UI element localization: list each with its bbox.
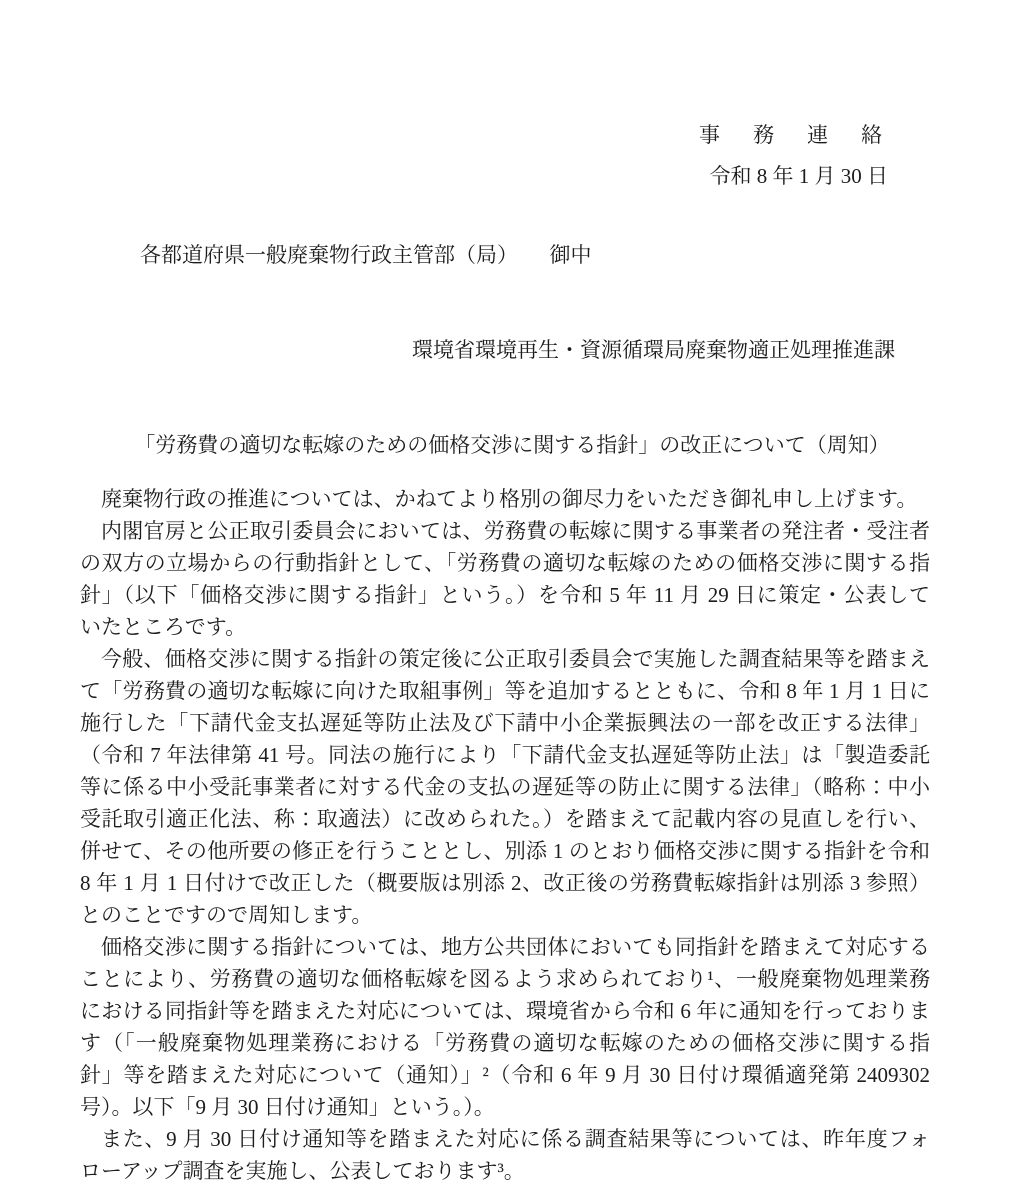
doc-header	[0, 115, 1024, 197]
doc-title: 「労務費の適切な転嫁のための価格交渉に関する指針」の改正について（周知）	[134, 433, 890, 457]
body-line: 併せて、その他所要の修正を行うこととし、別添 1 のとおり価格交渉に関する指針を令和	[80, 839, 930, 863]
body-line: ことにより、労務費の適切な価格転嫁を図るよう求められており¹、一般廃棄物処理業務	[80, 967, 930, 991]
body-line: 針」（以下「価格交渉に関する指針」という。）を令和 5 年 11 月 29 日に策定・公表して	[80, 583, 930, 607]
body-line: （令和 7 年法律第 41 号。同法の施行により「下請代金支払遅延等防止法」は「製造委託	[80, 743, 930, 767]
body-line: の双方の立場からの行動指針として、「労務費の適切な転嫁のための価格交渉に関する指	[80, 551, 930, 575]
doc-body	[80, 483, 930, 1187]
body-line: 今般、価格交渉に関する指針の策定後に公正取引委員会で実施した調査結果等を踏まえ	[101, 647, 930, 671]
sender-organization: 環境省環境再生・資源循環局廃棄物適正処理推進課	[412, 338, 895, 362]
body-line: 施行した「下請代金支払遅延等防止法及び下請中小企業振興法の一部を改正する法律」	[80, 711, 930, 735]
body-line: 号）。以下「9 月 30 日付け通知」という。）。	[80, 1095, 495, 1119]
body-line: す（「一般廃棄物処理業務における「労務費の適切な転嫁のための価格交渉に関する指	[80, 1031, 930, 1055]
body-line: 受託取引適正化法、称：取適法）に改められた。）を踏まえて記載内容の見直しを行い、	[80, 807, 930, 831]
body-line: また、9 月 30 日付け通知等を踏まえた対応に係る調査結果等については、昨年度フォ	[101, 1127, 930, 1151]
addressee-line: 各都道府県一般廃棄物行政主管部（局） 御中	[140, 243, 592, 267]
body-line: ローアップ調査を実施し、公表しております³。	[80, 1159, 525, 1183]
body-line: て「労務費の適切な転嫁に向けた取組事例」等を追加するとともに、令和 8 年 1 月 1 日に	[80, 679, 930, 703]
body-line: 等に係る中小受託事業者に対する代金の支払の遅延等の防止に関する法律」（略称：中小	[80, 775, 930, 799]
body-line: 価格交渉に関する指針については、地方公共団体においても同指針を踏まえて対応する	[101, 935, 930, 959]
body-line: 針」等を踏まえた対応について（通知）」²（令和 6 年 9 月 30 日付け環循適発第 2409302	[80, 1063, 930, 1087]
body-line: 廃棄物行政の推進については、かねてより格別の御尽力をいただき御礼申し上げます。	[101, 487, 918, 511]
body-line: 8 年 1 月 1 日付けで改正した（概要版は別添 2、改正後の労務費転嫁指針は別添 3 参照）	[80, 871, 930, 895]
body-line: 内閣官房と公正取引委員会においては、労務費の転嫁に関する事業者の発注者・受注者	[101, 519, 930, 543]
doc-date: 令和 8 年 1 月 30 日	[709, 164, 888, 188]
body-line: いたところです。	[80, 615, 247, 639]
body-line: とのことですので周知します。	[80, 903, 373, 927]
doc-type-label: 事 務 連 絡	[699, 123, 888, 147]
body-line: における同指針等を踏まえた対応については、環境省から令和 6 年に通知を行っておりま	[80, 999, 930, 1023]
